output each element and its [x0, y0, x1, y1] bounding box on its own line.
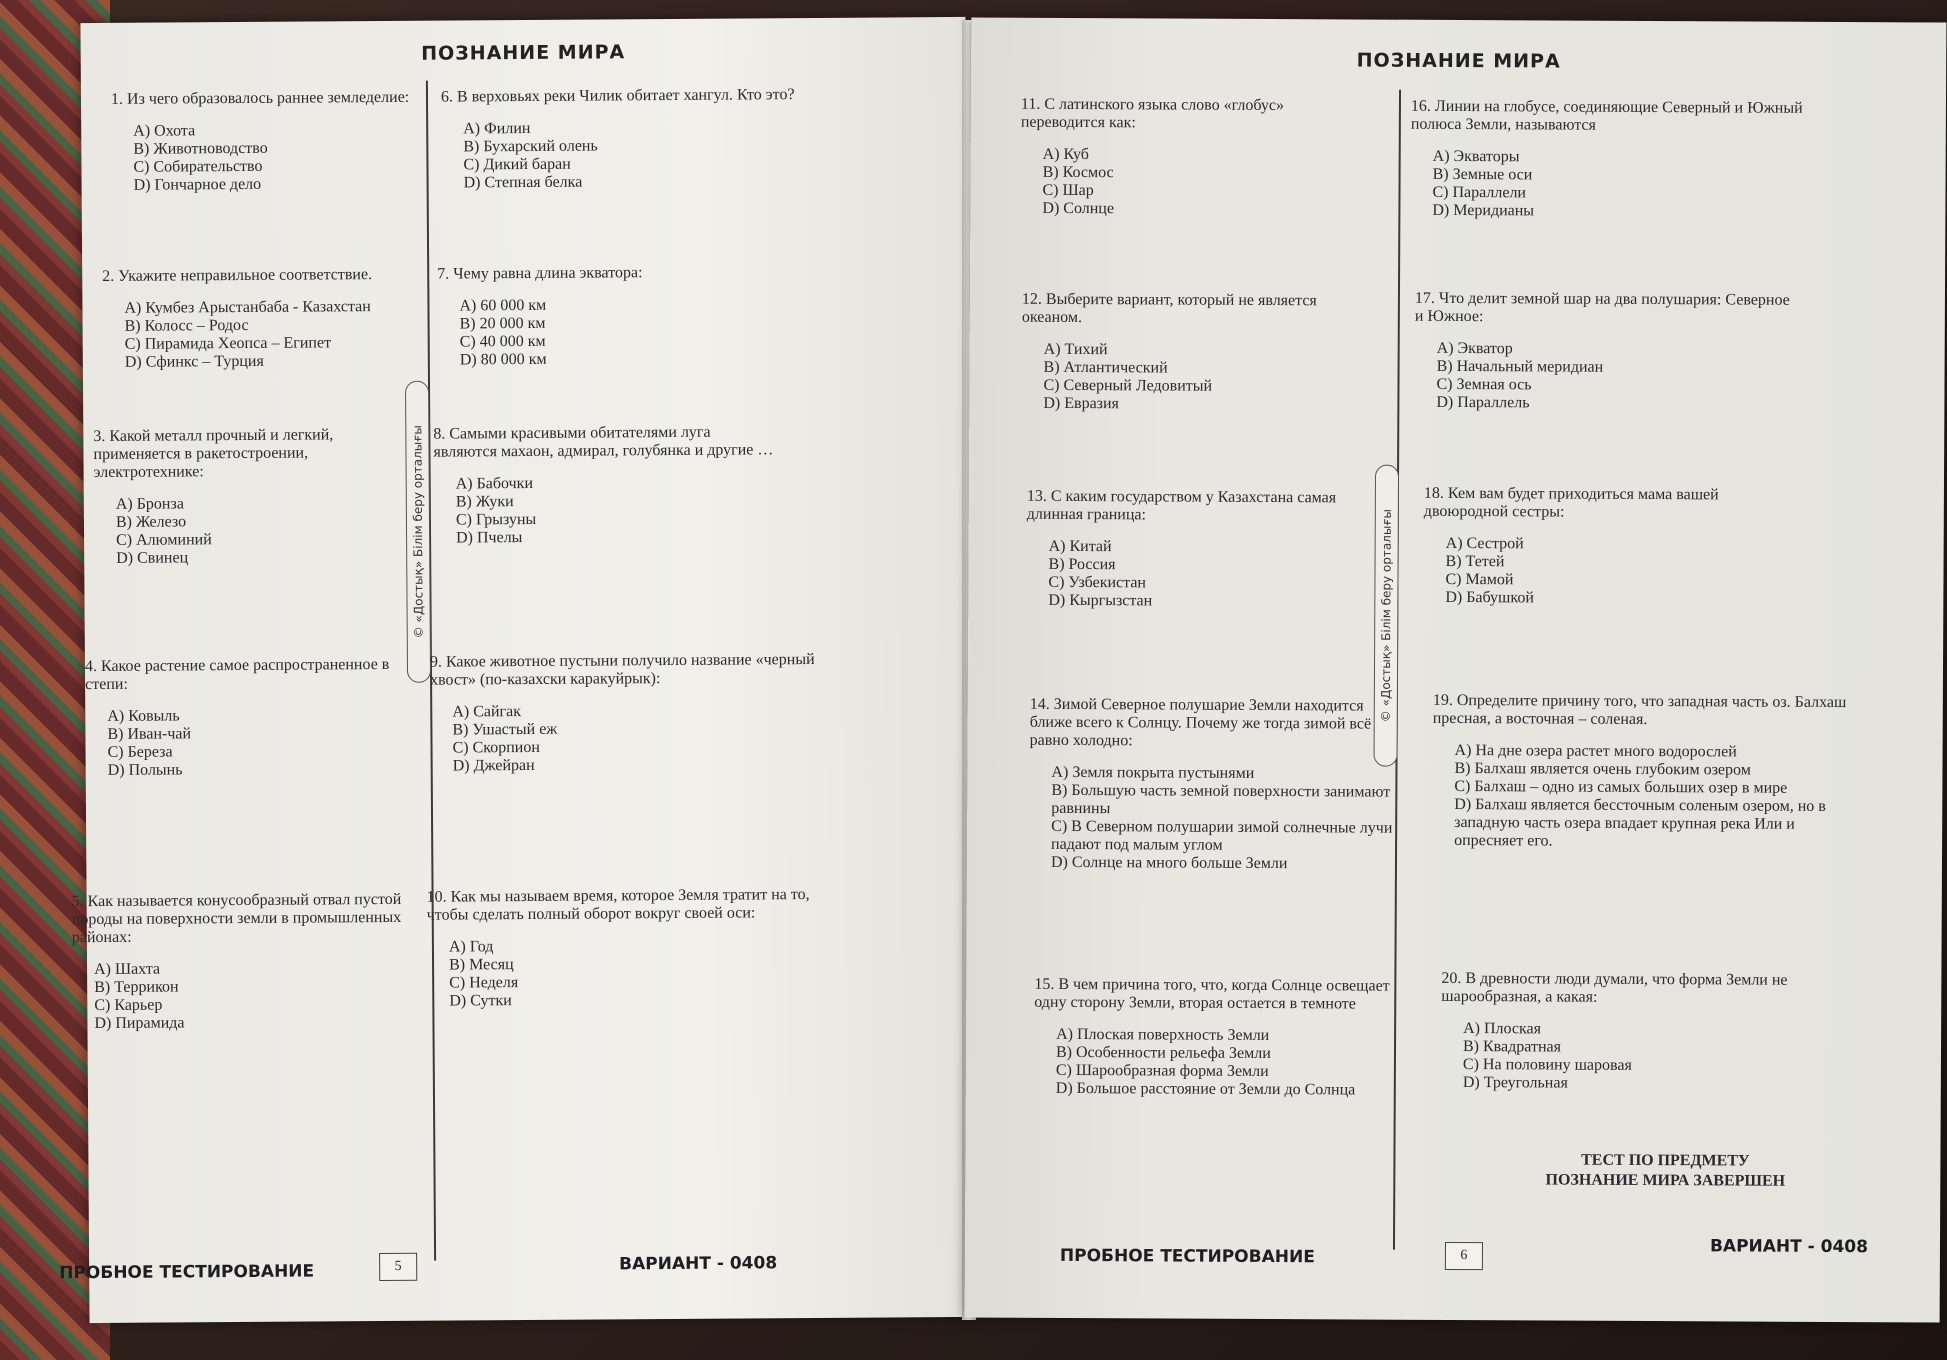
option-b[interactable]: B) Квадратная: [1462, 1038, 1562, 1056]
option-a[interactable]: A) Экваторы: [1432, 147, 1520, 166]
option-c[interactable]: C) Карьер: [94, 996, 163, 1015]
option-c[interactable]: C) Неделя: [449, 974, 519, 992]
finish-line-1: ТЕСТ ПО ПРЕДМЕТУ: [1581, 1151, 1750, 1170]
question-text: 9. Какое животное пустыни получило название «черный хвост» (по-казахски каракуйрык):: [429, 650, 815, 689]
option-b[interactable]: B) Бухарский олень: [463, 137, 598, 156]
option-b[interactable]: B) Тетей: [1445, 552, 1505, 571]
option-c[interactable]: C) Мамой: [1445, 570, 1514, 589]
question-18: [1423, 485, 1764, 609]
question-3: [93, 426, 384, 568]
question-15: [1034, 976, 1405, 1100]
variant-label: ВАРИАНТ - 0408: [1709, 1236, 1869, 1258]
option-b[interactable]: B) Земные оси: [1432, 165, 1533, 184]
question-12: [1021, 291, 1362, 415]
question-text: 7. Чему равна длина экватора:: [437, 264, 643, 283]
option-a[interactable]: A) Сестрой: [1445, 534, 1524, 553]
option-b[interactable]: B) Большую часть земной поверхности занимают равнины: [1051, 781, 1391, 818]
option-c[interactable]: C) Алюминий: [116, 531, 212, 549]
question-20: [1441, 970, 1832, 1094]
question-1: [111, 89, 412, 195]
option-b[interactable]: B) Россия: [1048, 555, 1116, 574]
option-b[interactable]: B) Начальный меридиан: [1436, 357, 1604, 376]
option-a[interactable]: A) Земля покрыта пустынями: [1051, 763, 1255, 782]
question-19: [1432, 692, 1853, 852]
option-b[interactable]: B) Балхаш является очень глубоким озером: [1454, 759, 1751, 779]
question-5: [72, 891, 413, 1033]
question-text: 8. Самыми красивыми обитателями луга являются махаон, адмирал, голубянка и другие …: [433, 423, 774, 461]
option-b[interactable]: B) Ушастый еж: [452, 720, 558, 739]
question-7: [437, 263, 838, 370]
question-text: 4. Какое растение самое распространенное в степи:: [84, 655, 390, 694]
question-text: 17. Что делит земной шар на два полушария: Северное и Южное:: [1414, 289, 1790, 326]
question-text: 1. Из чего образовалось раннее земледелие:: [110, 88, 410, 108]
option-d[interactable]: D) Сфинкс – Турция: [124, 352, 264, 371]
test-finished-notice: [1525, 1150, 1805, 1191]
question-text: 5. Как называется конусообразный отвал пустой породы на поверхности земли в промышленных районах:: [71, 890, 402, 947]
question-text: 20. В древности люди думали, что форма Земли не шарообразная, а какая:: [1441, 969, 1788, 1006]
option-a[interactable]: A) Бронза: [115, 495, 184, 513]
option-c[interactable]: C) В Северном полушарии зимой солнечные лучи падают под малым углом: [1051, 817, 1393, 854]
question-4: [85, 656, 411, 780]
option-a[interactable]: A) Плоская: [1463, 1020, 1542, 1038]
option-c[interactable]: C) Шар: [1042, 181, 1094, 200]
option-d[interactable]: D) Треугольная: [1462, 1074, 1568, 1092]
option-d[interactable]: D) Кыргызстан: [1048, 591, 1153, 610]
right-page-title: ПОЗНАНИЕ МИРА: [1356, 49, 1561, 73]
option-c[interactable]: C) Скорпион: [452, 738, 540, 757]
option-b[interactable]: B) 20 000 км: [459, 314, 546, 333]
option-c[interactable]: C) Береза: [107, 743, 173, 761]
option-a[interactable]: A) 60 000 км: [459, 296, 547, 315]
option-d[interactable]: D) Пирамида: [94, 1014, 185, 1033]
option-c[interactable]: C) Пирамида Хеопса – Египет: [124, 334, 332, 353]
option-d[interactable]: D) Пчелы: [456, 529, 523, 547]
option-d[interactable]: D) Евразия: [1043, 394, 1119, 413]
option-c[interactable]: C) 40 000 км: [459, 332, 546, 351]
question-text: 15. В чем причина того, что, когда Солнце освещает одну сторону Земли, вторая остается в темноте: [1034, 975, 1390, 1013]
option-c[interactable]: C) Земная ось: [1436, 375, 1532, 394]
option-b[interactable]: B) Космос: [1042, 163, 1114, 182]
brand-text: © «Достық» Білім беру орталығы: [410, 425, 426, 639]
option-d[interactable]: D) Степная белка: [463, 173, 583, 192]
option-d[interactable]: D) Полынь: [107, 761, 183, 779]
question-9: [430, 651, 831, 776]
option-b[interactable]: B) Террикон: [94, 978, 179, 997]
question-14: [1029, 696, 1400, 874]
variant-label: ВАРИАНТ - 0408: [619, 1253, 778, 1275]
option-c[interactable]: C) На половину шаровая: [1462, 1056, 1632, 1074]
finish-line-2: ПОЗНАНИЕ МИРА ЗАВЕРШЕН: [1545, 1171, 1786, 1190]
question-2: [102, 266, 408, 372]
right-page: [965, 17, 1947, 1322]
option-b[interactable]: B) Атлантический: [1043, 358, 1168, 377]
footer-title: ПРОБНОЕ ТЕСТИРОВАНИЕ: [1059, 1245, 1315, 1268]
option-b[interactable]: B) Месяц: [448, 956, 514, 974]
option-d[interactable]: D) Параллель: [1436, 393, 1530, 412]
question-11: [1020, 96, 1341, 220]
option-b[interactable]: B) Иван-чай: [107, 725, 192, 743]
footer-title: ПРОБНОЕ ТЕСТИРОВАНИЕ: [59, 1261, 315, 1284]
option-b[interactable]: B) Жуки: [455, 493, 514, 511]
question-text: 19. Определите причину того, что западная часть оз. Балхаш пресная, а восточная – соленая.: [1432, 691, 1847, 729]
option-d[interactable]: D) Балхаш является бессточным соленым озером, но в западную часть озера впадает крупная река Или и опресняет его.: [1454, 795, 1826, 850]
option-c[interactable]: C) Дикий баран: [463, 155, 571, 174]
question-16: [1410, 98, 1811, 222]
left-page: [59, 17, 974, 1323]
option-d[interactable]: D) Солнце: [1042, 199, 1115, 218]
page-number: 6: [1445, 1242, 1483, 1270]
question-text: 13. С каким государством у Казахстана самая длинная граница:: [1026, 487, 1337, 524]
option-d[interactable]: D) Бабушкой: [1445, 588, 1534, 607]
option-c[interactable]: C) Грызуны: [455, 510, 537, 529]
question-text: 14. Зимой Северное полушарие Земли находится ближе всего к Солнцу. Почему же тогда зимой всё равно холодно:: [1029, 695, 1372, 750]
question-text: 6. В верховьях реки Чилик обитает хангул. Кто это?: [440, 86, 795, 106]
option-d[interactable]: D) Меридианы: [1432, 201, 1535, 220]
question-6: [441, 86, 842, 193]
option-c[interactable]: C) Параллели: [1432, 183, 1527, 202]
question-8: [433, 423, 774, 547]
question-text: 18. Кем вам будет приходиться мама вашей двоюродной сестры:: [1423, 484, 1719, 521]
option-a[interactable]: A) Куб: [1042, 145, 1090, 164]
option-c[interactable]: C) Собирательство: [133, 157, 263, 176]
option-a[interactable]: A) Бабочки: [455, 474, 534, 493]
page-number: 5: [379, 1253, 417, 1281]
left-page-title: ПОЗНАНИЕ МИРА: [421, 41, 626, 65]
option-c[interactable]: C) Узбекистан: [1048, 573, 1147, 592]
option-a[interactable]: A) Сайгак: [452, 703, 522, 721]
option-a[interactable]: A) Экватор: [1436, 339, 1513, 358]
option-b[interactable]: B) Особенности рельефа Земли: [1055, 1043, 1271, 1063]
brand-vertical-label: [405, 381, 431, 683]
option-b[interactable]: B) Колосс – Родос: [124, 316, 249, 335]
option-a[interactable]: A) На дне озера растет много водорослей: [1454, 741, 1737, 761]
option-a[interactable]: A) Шахта: [94, 960, 161, 979]
question-text: 2. Укажите неправильное соответствие.: [102, 266, 373, 285]
option-a[interactable]: A) Кумбез Арыстанбаба - Казахстан: [124, 298, 371, 317]
option-c[interactable]: C) Балхаш – одно из самых больших озер в мире: [1454, 777, 1788, 797]
option-b[interactable]: B) Животноводство: [133, 139, 268, 158]
question-text: 10. Как мы называем время, которое Земля тратит на то, чтобы сделать полный оборот вокруг своей оси:: [426, 886, 810, 924]
question-text: 12. Выберите вариант, который не является океаном.: [1021, 290, 1317, 327]
question-13: [1026, 488, 1367, 612]
option-a[interactable]: A) Плоская поверхность Земли: [1056, 1025, 1270, 1045]
question-17: [1414, 290, 1795, 414]
option-c[interactable]: C) Северный Ледовитый: [1043, 376, 1213, 395]
option-d[interactable]: D) Гончарное дело: [133, 175, 262, 194]
option-a[interactable]: A) Тихий: [1043, 340, 1108, 359]
brand-text: © «Достық» Білім беру орталығы: [1378, 509, 1394, 723]
question-text: 3. Какой металл прочный и легкий, применяется в ракетостроении, электротехнике:: [93, 426, 334, 482]
question-text: 11. С латинского языка слово «глобус» переводится как:: [1020, 95, 1285, 132]
option-d[interactable]: D) Солнце на много больше Земли: [1050, 853, 1288, 873]
question-10: [427, 886, 818, 1011]
option-c[interactable]: C) Шарообразная форма Земли: [1055, 1061, 1269, 1081]
option-d[interactable]: D) Большое расстояние от Земли до Солнца: [1055, 1079, 1356, 1099]
question-text: 16. Линии на глобусе, соединяющие Северный и Южный полюса Земли, называются: [1410, 97, 1803, 134]
option-a[interactable]: A) Охота: [133, 122, 196, 140]
option-d[interactable]: D) Сутки: [449, 992, 512, 1010]
option-a[interactable]: A) Филин: [463, 119, 531, 138]
option-a[interactable]: A) Год: [448, 938, 494, 956]
option-d[interactable]: D) Свинец: [116, 549, 189, 567]
option-a[interactable]: A) Ковыль: [107, 707, 180, 725]
option-a[interactable]: A) Китай: [1048, 537, 1112, 556]
option-b[interactable]: B) Железо: [115, 513, 187, 531]
option-d[interactable]: D) Джейран: [452, 756, 535, 775]
option-d[interactable]: D) 80 000 км: [459, 350, 547, 369]
